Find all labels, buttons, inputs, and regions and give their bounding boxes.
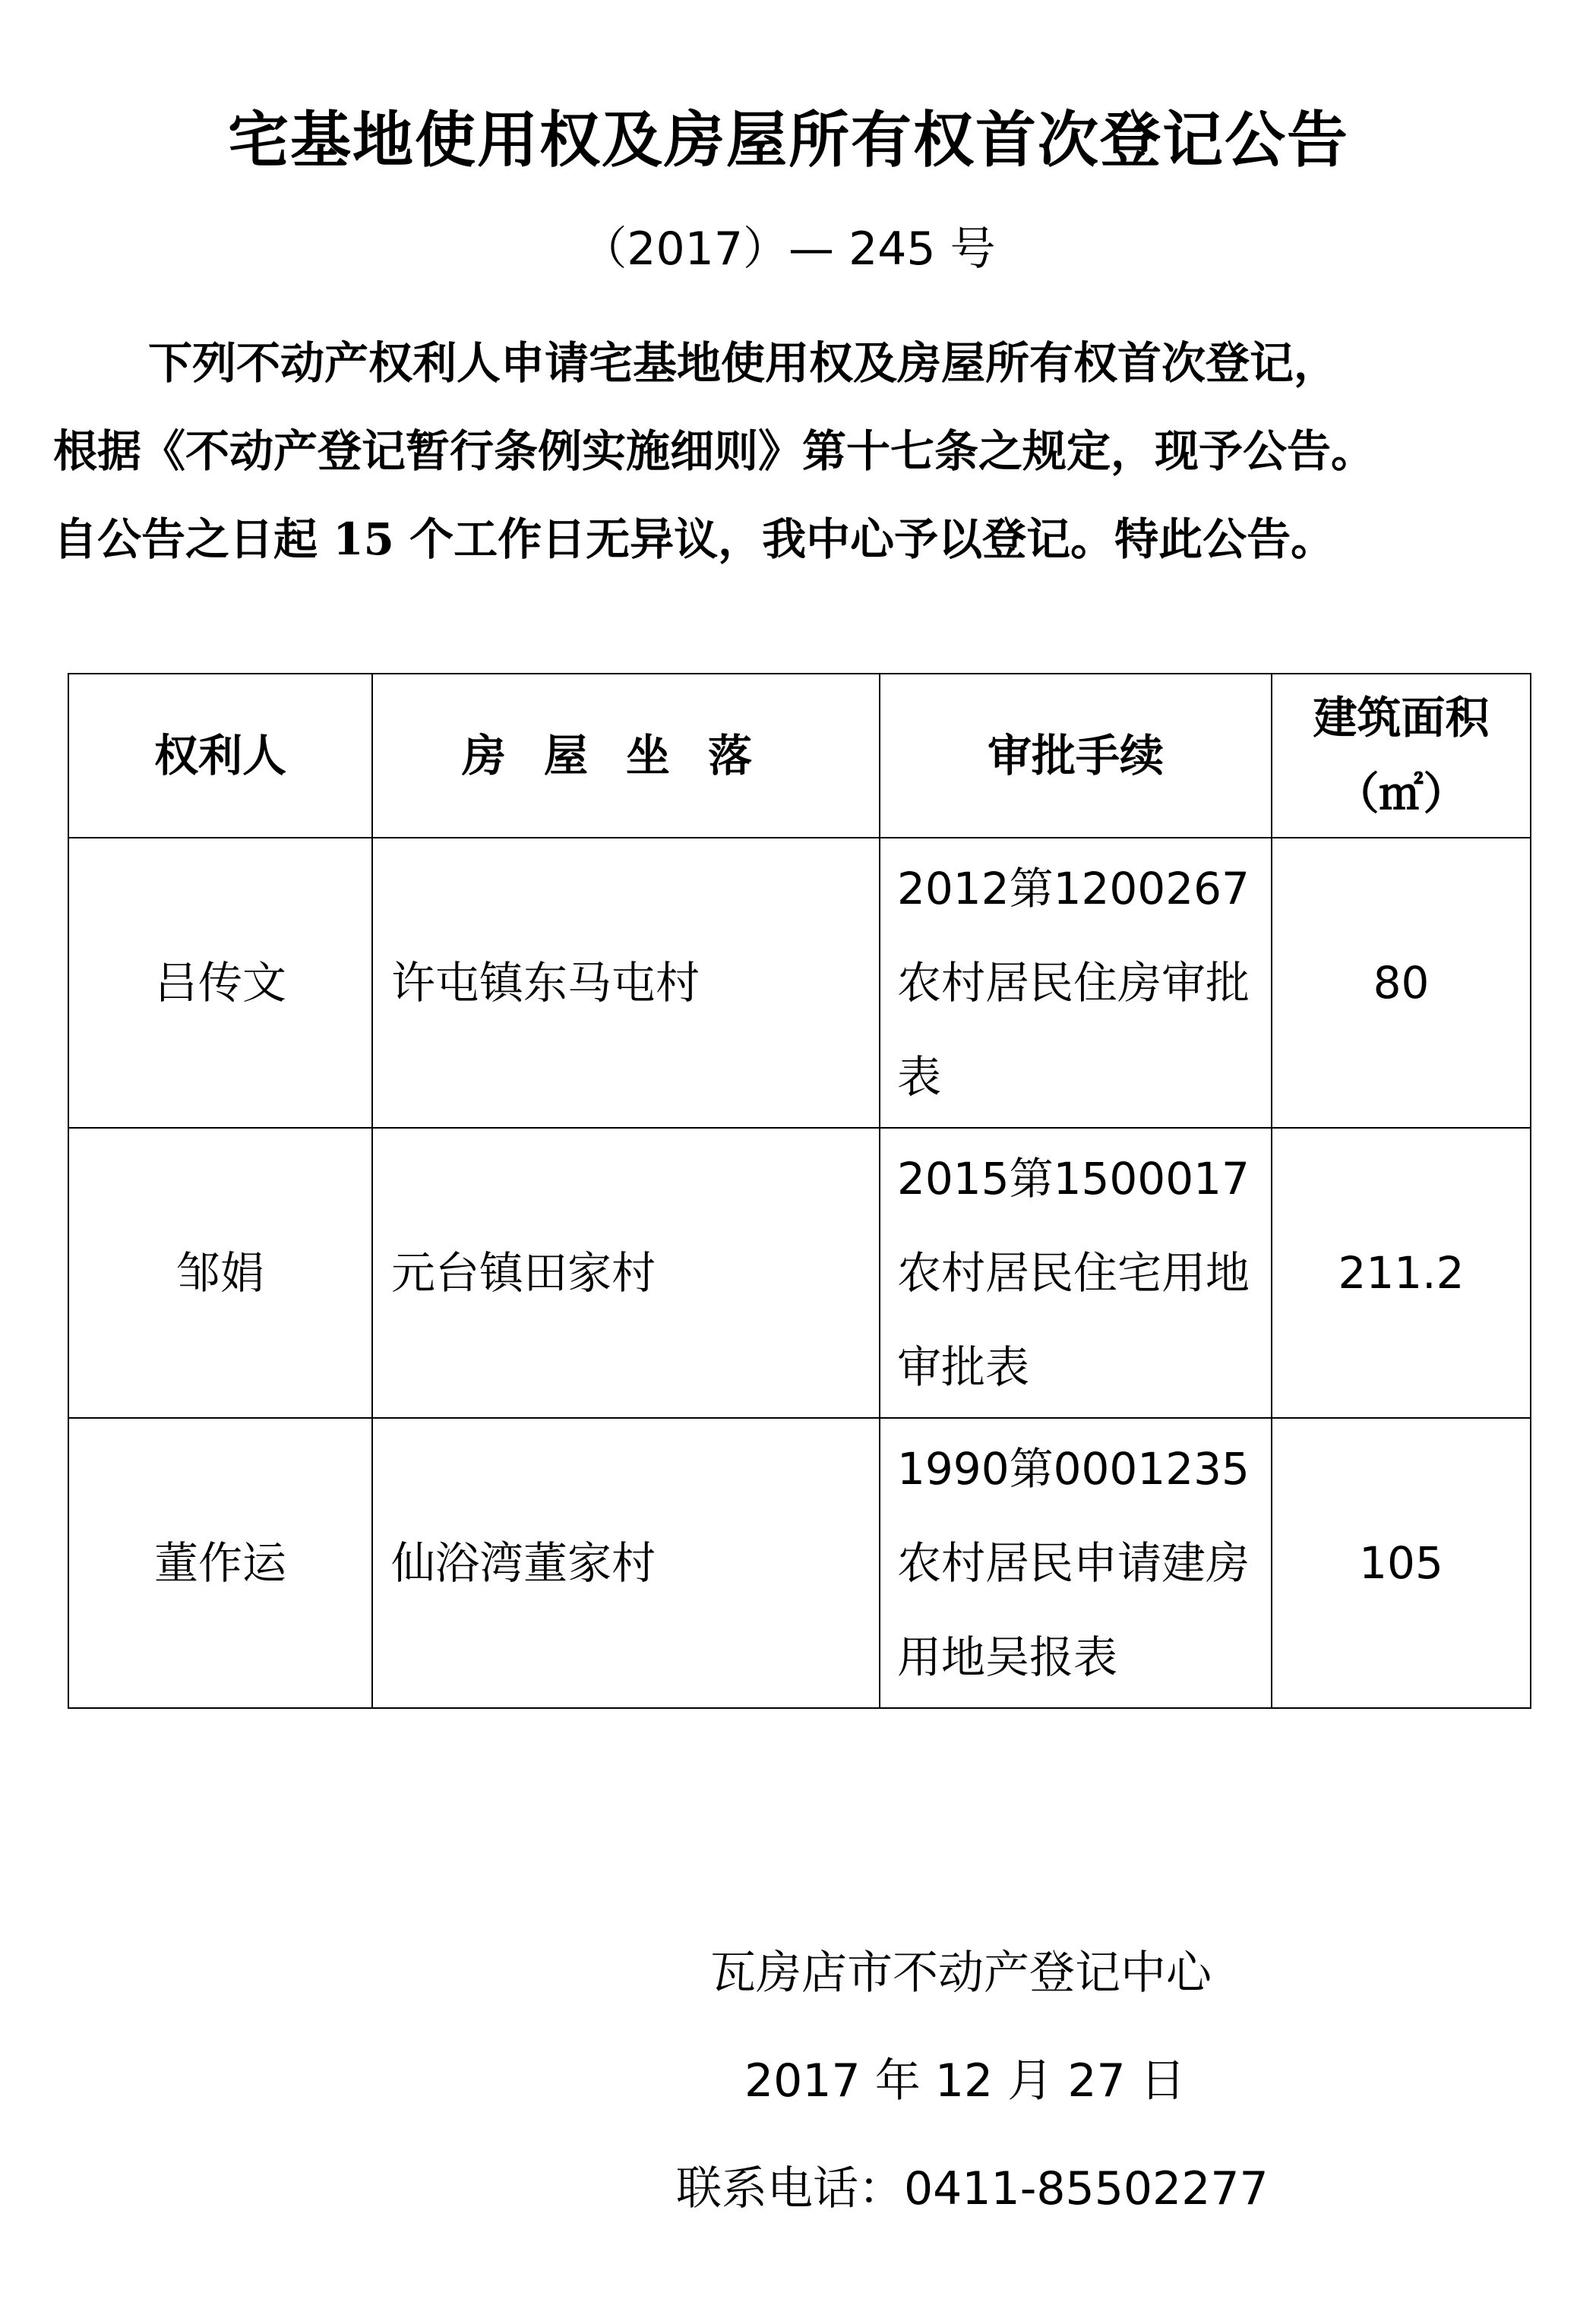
procedure-cell: 2012第1200267农村居民住房审批表 [880, 838, 1272, 1128]
contact-phone: 联系电话：0411-85502277 [676, 2162, 1269, 2215]
area-cell: 211.2 [1272, 1128, 1531, 1418]
header-procedure: 审批手续 [880, 674, 1272, 838]
header-area [1272, 674, 1531, 838]
document-number: （2017）— 245 号 [581, 223, 996, 276]
intro-line-1: 下列不动产权利人申请宅基地使用权及房屋所有权首次登记， [148, 337, 1338, 389]
header-area-label: 建筑面积 [1313, 692, 1490, 744]
header-location-label: 房屋坐落 [461, 730, 790, 782]
intro-line-2: 根据《不动产登记暂行条例实施细则》第十七条之规定，现予公告。 [53, 425, 1376, 477]
area-cell: 105 [1272, 1418, 1531, 1708]
procedure-cell: 1990第0001235农村居民申请建房用地吴报表 [880, 1418, 1272, 1708]
location-cell: 仙浴湾董家村 [372, 1418, 880, 1708]
issuer-name: 瓦房店市不动产登记中心 [710, 1947, 1212, 2000]
location-cell: 许屯镇东马屯村 [372, 838, 880, 1128]
intro-line-3: 自公告之日起 15 个工作日无异议，我中心予以登记。特此公告。 [53, 513, 1335, 565]
intro-paragraph [53, 319, 1542, 583]
header-location [372, 674, 880, 838]
table-row [68, 1128, 1531, 1418]
table-header-row [68, 674, 1531, 838]
owner-cell: 吕传文 [68, 838, 372, 1128]
owner-cell: 董作运 [68, 1418, 372, 1708]
notice-title: 宅基地使用权及房屋所有权首次登记公告 [228, 105, 1349, 175]
registration-table [68, 673, 1531, 1709]
header-area-unit: （㎡） [1335, 768, 1468, 819]
issue-date: 2017 年 12 月 27 日 [744, 2054, 1186, 2108]
location-cell: 元台镇田家村 [372, 1128, 880, 1418]
table-row [68, 1418, 1531, 1708]
area-cell: 80 [1272, 838, 1531, 1128]
owner-cell: 邹娟 [68, 1128, 372, 1418]
procedure-cell: 2015第1500017农村居民住宅用地审批表 [880, 1128, 1272, 1418]
table-row [68, 838, 1531, 1128]
header-owner: 权利人 [68, 674, 372, 838]
